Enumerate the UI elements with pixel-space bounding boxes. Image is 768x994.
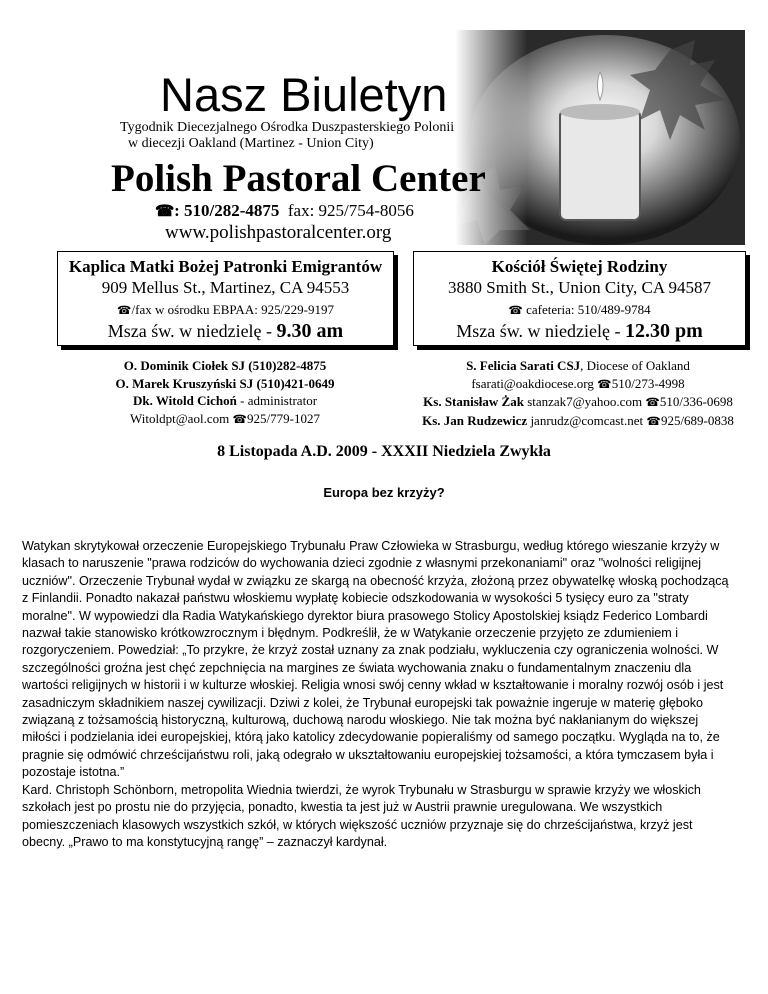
chapel-info-box xyxy=(57,251,394,346)
contact-phone: 510/336-0698 xyxy=(659,394,733,409)
church-phone-text: cafeteria: 510/489-9784 xyxy=(522,302,651,317)
contact-phone: 925/779-1027 xyxy=(247,410,320,426)
contact-email[interactable]: Witoldpt@aol.com xyxy=(130,410,233,426)
contact-name: S. Felicia Sarati CSJ xyxy=(466,358,581,373)
fax-number: fax: 925/754-8056 xyxy=(287,201,414,220)
chapel-mass-time xyxy=(58,320,393,343)
contact-affiliation: , Diocese of Oakland xyxy=(580,358,690,373)
church-phone xyxy=(414,302,745,318)
chapel-phone xyxy=(58,302,393,318)
phone-icon: ☎ xyxy=(155,203,175,220)
phone-icon: ☎ xyxy=(597,377,612,391)
phone-icon: ☎ xyxy=(232,412,248,426)
contact-phone: 510/273-4998 xyxy=(611,375,685,391)
chapel-address: 909 Mellus St., Martinez, CA 94553 xyxy=(101,278,350,297)
church-name: Kościół Świętej Rodziny xyxy=(491,257,668,276)
contact-name: Ks. Stanisław Żak xyxy=(423,394,524,409)
website-link[interactable]: www.polishpastoralcenter.org xyxy=(165,222,392,243)
article-heading: Europa bez krzyży? xyxy=(323,485,445,500)
contact-name: Ks. Jan Rudzewicz xyxy=(422,412,528,428)
contact-entry: O. Marek Kruszyński SJ (510)421-0649 xyxy=(115,375,335,391)
contact-role: - administrator xyxy=(236,393,318,408)
clergy-contacts-right xyxy=(408,357,748,430)
chapel-phone-text: /fax w ośrodku EBPAA: 925/229-9197 xyxy=(131,302,335,317)
article-body xyxy=(22,538,738,851)
issue-date-line: 8 Listopada A.D. 2009 - XXXII Niedziela Zwykła xyxy=(217,443,551,460)
clergy-contacts-left xyxy=(60,357,390,428)
phone-icon: ☎ xyxy=(508,304,523,317)
contact-phone: 925/689-0838 xyxy=(660,412,734,428)
organization-name: Polish Pastoral Center xyxy=(111,157,486,200)
mass-time: 12.30 pm xyxy=(624,320,703,342)
bulletin-subtitle-line2: w diecezji Oakland (Martinez - Union City) xyxy=(128,136,374,151)
bulletin-title: Nasz Biuletyn xyxy=(160,68,448,121)
contact-phone-line xyxy=(155,201,414,221)
phone-icon: ☎ xyxy=(646,414,661,428)
mass-time: 9.30 am xyxy=(276,320,344,342)
contact-email[interactable]: janrudz@comcast.net xyxy=(527,412,647,428)
church-address: 3880 Smith St., Union City, CA 94587 xyxy=(448,278,711,297)
contact-name: Dk. Witold Cichoń xyxy=(132,393,237,408)
phone-icon: ☎ xyxy=(116,304,132,317)
contact-entry: O. Dominik Ciołek SJ (510)282-4875 xyxy=(123,358,327,373)
bulletin-subtitle-line1: Tygodnik Diecezjalnego Ośrodka Duszpasterskiego Polonii xyxy=(120,120,455,135)
article-paragraph: Kard. Christoph Schönborn, metropolita Wiednia twierdzi, że wyrok Trybunału w Strasburgu w sprawie krzyży we włoskich szkołach jest po prostu nie do przyjęcia, ponadto, kwestia ta jest już w Austrii prawnie uregulowana. We wszystkich pomieszczeniach klasowych wszystkich szkół, w których większość uczniów przyznaje się do chrześcijaństwa, krzyż jest obecny. „Prawo to ma konstytucyjną rangę” – zaznaczył kardynał. xyxy=(22,782,701,849)
contact-email[interactable]: fsarati@oakdiocese.org xyxy=(471,375,598,391)
article-paragraph: Watykan skrytykował orzeczenie Europejskiego Trybunału Praw Człowieka w Strasburgu, według którego wieszanie krzyży w klasach to naruszenie "prawa rodziców do wychowania dzieci zgodnie z własnymi przekonaniami" oraz "wolności religijnej uczniów". Orzeczenie Trybunał wydał w związku ze skargą na obecność krzyża, złożoną przez obywatelkę włoską pochodzącą z Finlandii. Ponadto nakazał państwu włoskiemu wypłatę kobiecie odszkodowania w wysokości 5 tysięcy euro za "straty moralne". W wypowiedzi dla Radia Watykańskiego dyrektor biura prasowego Stolicy Apostolskiej ksiądz Federico Lombardi nazwał takie stanowisko krótkowzrocznym i błędnym. Podkreślił, że w Watykanie orzeczenie przyjęto ze zdumieniem i rozgoryczeniem. Powedział: „To przykre, że krzyż został uznany za znak podziału, wykluczenia czy ograniczenia wolności. W szczególności groźna jest chęć zepchnięcia na margines ze świata wychowania znaku o fundamentalnym znaczeniu dla wartości religijnych w historii i w kulturze włoskiej. Religia wnosi swój cenny wkład w kształtowanie i moralny rozwój osób i jest zasadniczym składnikiem naszej cywilizacji. Dziwi z kolei, że Trybunał europejski tak poważnie ingeruje w materię głęboko związaną z tożsamością historyczną, kulturową, duchową narodu włoskiego. Nie tak można być nakłanianym do większej miłości i podzielania idei europejskiej, którą jako katolicy zdecydowanie popieraliśmy od samego początku. Wygląda na to, że pragnie się odmówić chrześcijaństwu roli, jaką odegrało w ukształtowaniu europejskiej tożsamości, a która tymczasem była i pozostaje istotna.” xyxy=(22,539,729,780)
contact-email[interactable]: stanzak7@yahoo.com xyxy=(523,394,646,409)
candle-photo xyxy=(455,30,745,245)
phone-icon: ☎ xyxy=(645,396,660,409)
phone-number: : 510/282-4875 xyxy=(174,201,280,220)
mass-label: Msza św. w niedzielę - xyxy=(107,321,277,341)
chapel-name: Kaplica Matki Bożej Patronki Emigrantów xyxy=(68,257,383,276)
church-mass-time xyxy=(414,320,745,343)
mass-label: Msza św. w niedzielę - xyxy=(456,321,625,341)
church-info-box xyxy=(413,251,746,346)
